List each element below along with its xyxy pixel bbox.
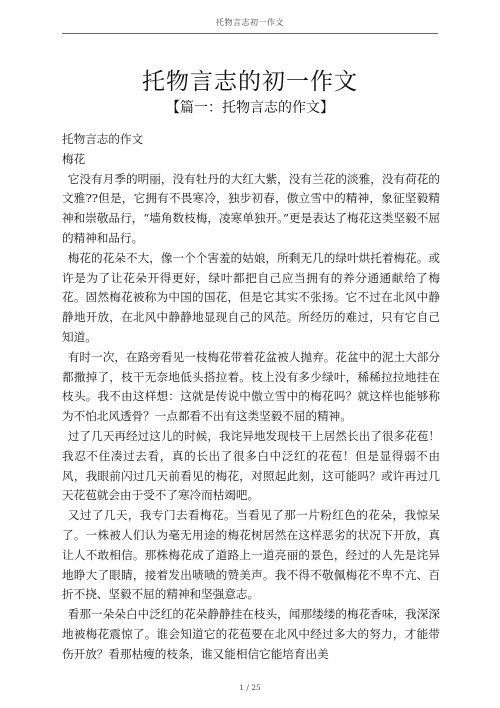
paragraph: 有时一次，在路旁看见一枝梅花带着花盆被人抛弃。花盆中的泥土大部分都撒掉了，枝干无奈地低头搭拉着。枝上没有多少绿叶，稀稀拉拉地挂在枝头。我不由这样想：这就是传说中傲立雪中的梅花吗？就这样也能够称为不怕北风透骨？一点都看不出有这类坚毅不屈的精神。 bbox=[62, 349, 440, 424]
section-subtitle: 【篇一：托物言志的作文】 bbox=[166, 100, 334, 116]
topic-heading: 梅花 bbox=[62, 151, 86, 166]
header-divider bbox=[62, 33, 438, 34]
paragraph: 梅花的花朵不大，像一个个害羞的姑娘，所剩无几的绿叶烘托着梅花。或许是为了让花朵开得更好，绿叶都把自己应当拥有的养分通通献给了梅花。固然梅花被称为中国的国花，但是它其实不张扬。它不过在北风中静静地开放，在北风中静静地显现自己的风范。所经历的难过，只有它自己知道。 bbox=[62, 250, 440, 344]
paragraph: 它没有月季的明丽，没有牡丹的大红大紫，没有兰花的淡雅，没有荷花的文雅??但是，它拥有不畏寒冷，独步初春，傲立雪中的精神，象征坚毅精神和崇敬品行，“墙角数枝梅，凌寒单独开。”更是表达了梅花这类坚毅不屈的精神和品行。 bbox=[62, 171, 440, 245]
running-header: 托物言志初一作文 bbox=[216, 18, 284, 27]
paragraph: 过了几天再经过这儿的时候，我诧异地发现枝干上居然长出了很多花苞！我忍不住凑过去看，真的长出了很多白中泛红的花苞！但是显得弱不由风，我眼前闪过几天前看见的梅花，对照起此刻，这可能吗？或许再过几天花苞就会由于受不了寒冷而枯竭吧。 bbox=[62, 428, 440, 503]
document-title: 托物言志的初一作文 bbox=[142, 69, 358, 95]
page-number: 1 / 25 bbox=[239, 683, 261, 692]
paragraph: 看那一朵朵白中泛红的花朵静静挂在枝头，闻那缕缕的梅花香味，我深深地被梅花震惊了。谁会知道它的花苞要在北风中经过多大的努力，才能带伤开放？看那枯瘦的枝条，谁又能相信它能培育出美 bbox=[62, 607, 440, 661]
paragraph: 又过了几天，我专门去看梅花。当看见了那一片粉红色的花朵，我惊呆了。一株被人们认为毫无用途的梅花树居然在这样恶劣的状况下开放，真让人不敢相信。那株梅花成了道路上一道亮丽的景色，经过的人先是诧异地睁大了眼睛，接着发出啧啧的赞美声。我不得不敬佩梅花不卑不亢、百折不挠、坚毅不屈的精神和坚强意志。 bbox=[62, 508, 440, 602]
document-body bbox=[62, 130, 440, 665]
intro-heading: 托物言志的作文 bbox=[62, 132, 144, 146]
